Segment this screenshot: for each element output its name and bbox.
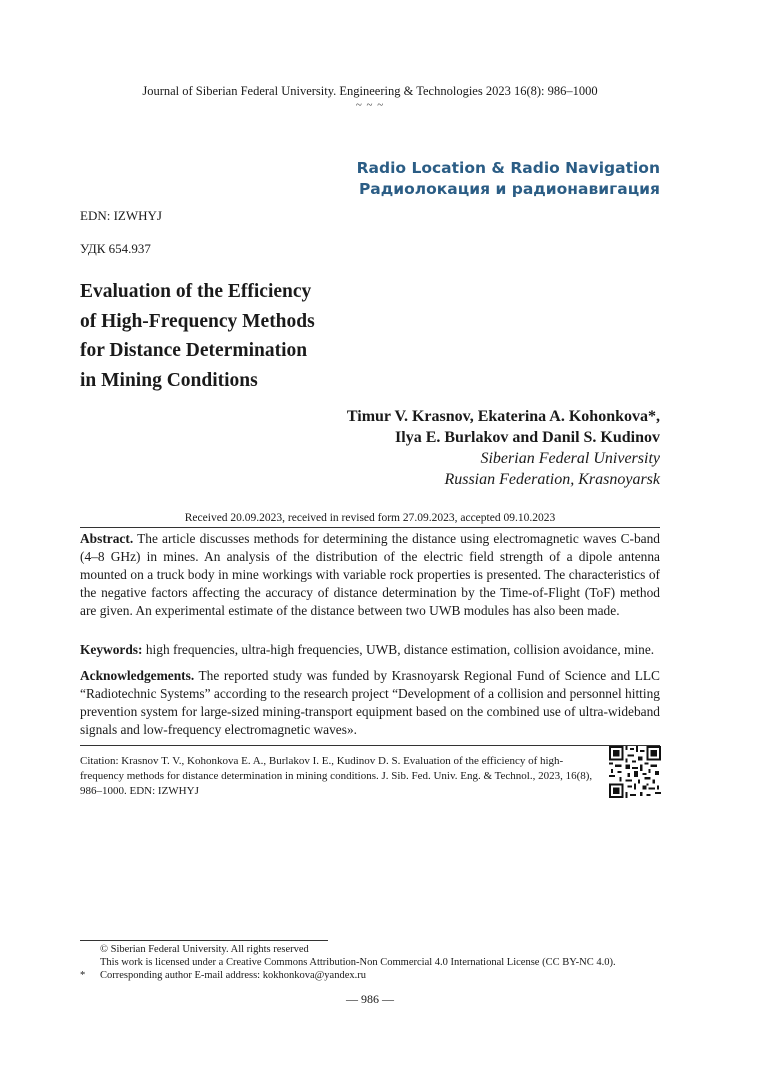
title-line: in Mining Conditions <box>80 369 258 391</box>
title-line: for Distance Determination <box>80 340 308 361</box>
affiliation-location: Russian Federation, Krasnoyarsk <box>444 471 660 488</box>
edn-label: EDN: IZWHYJ <box>80 208 162 223</box>
authors-line-1: Timur V. Krasnov, Ekaterina A. Kohonkova*, <box>346 408 660 425</box>
authors-line-2: Ilya E. Burlakov and Danil S. Kudinov <box>395 429 660 446</box>
license-text: This work is licensed under a Creative Commons Attribution-Non Commercial 4.0 International License (CC BY-NC 4.0). <box>100 957 616 968</box>
title-line: Evaluation of the Efficiency <box>80 281 312 302</box>
abstract-label: Abstract. <box>80 531 134 546</box>
footnote-copyright <box>80 943 309 956</box>
header-ornament: ~ ~ ~ <box>355 99 385 111</box>
acknowledgements <box>80 667 660 739</box>
footnote-license <box>80 956 616 969</box>
acknowledgements-text: The reported study was funded by Krasnoyarsk Regional Fund of Science and LLC “Radiotechnic Systems” according to the research project “Development of a collision and personnel hitting prevention system for large-sized mining-transport equipment based on the combined use of ultra-wideband signals and low-frequency electromagnetic waves». <box>80 668 660 737</box>
keywords-label: Keywords: <box>80 642 143 657</box>
article-title <box>80 277 315 395</box>
acknowledgements-label: Acknowledgements. <box>80 668 195 683</box>
received-dates: Received 20.09.2023, received in revised form 27.09.2023, accepted 09.10.2023 <box>184 512 556 524</box>
citation-top-rule <box>80 745 660 746</box>
footnote-corresponding <box>80 969 366 982</box>
affiliation-university: Siberian Federal University <box>480 450 660 467</box>
journal-header: Journal of Siberian Federal University. Engineering & Technologies 2023 16(8): 986–1000 <box>142 84 598 98</box>
keywords-text: high frequencies, ultra-high frequencies, UWB, distance estimation, collision avoidance, mine. <box>142 642 655 657</box>
copyright-text: © Siberian Federal University. All rights reserved <box>100 944 309 955</box>
keywords <box>80 641 660 659</box>
corresponding-mark: * <box>80 970 86 981</box>
title-line: of High-Frequency Methods <box>80 310 315 332</box>
abstract <box>80 530 660 620</box>
abstract-top-rule <box>80 527 660 528</box>
section-title-english: Radio Location & Radio Navigation <box>356 159 660 177</box>
qr-code-icon <box>609 746 661 798</box>
citation: Citation: Krasnov T. V., Kohonkova E. A., Burlakov I. E., Kudinov D. S. Evaluation of the efficiency of high-frequency methods for distance determination in mining conditions. J. Sib. Fed. Univ. Eng. & Technol., 2023, 16(8), 986–1000. EDN: IZWHYJ <box>80 755 593 797</box>
udk-label: УДК 654.937 <box>80 241 151 256</box>
section-title-russian: Радиолокация и радионавигация <box>358 180 660 198</box>
abstract-text: The article discusses methods for determining the distance using electromagnetic waves C-band (4–8 GHz) in mines. An analysis of the distribution of the electric field strength of a dipole antenna mounted on a truck body in mine workings with variable rock properties is presented. The characteristics of the negative factors affecting the accuracy of distance determination by the Time-of-Flight (ToF) method are given. An experimental estimate of the distance between two UWB modules has also been made. <box>80 531 660 618</box>
corresponding-text: Corresponding author E-mail address: kokhonkova@yandex.ru <box>100 970 366 981</box>
footnote-rule <box>80 940 328 941</box>
page-number: — 986 — <box>346 992 394 1006</box>
